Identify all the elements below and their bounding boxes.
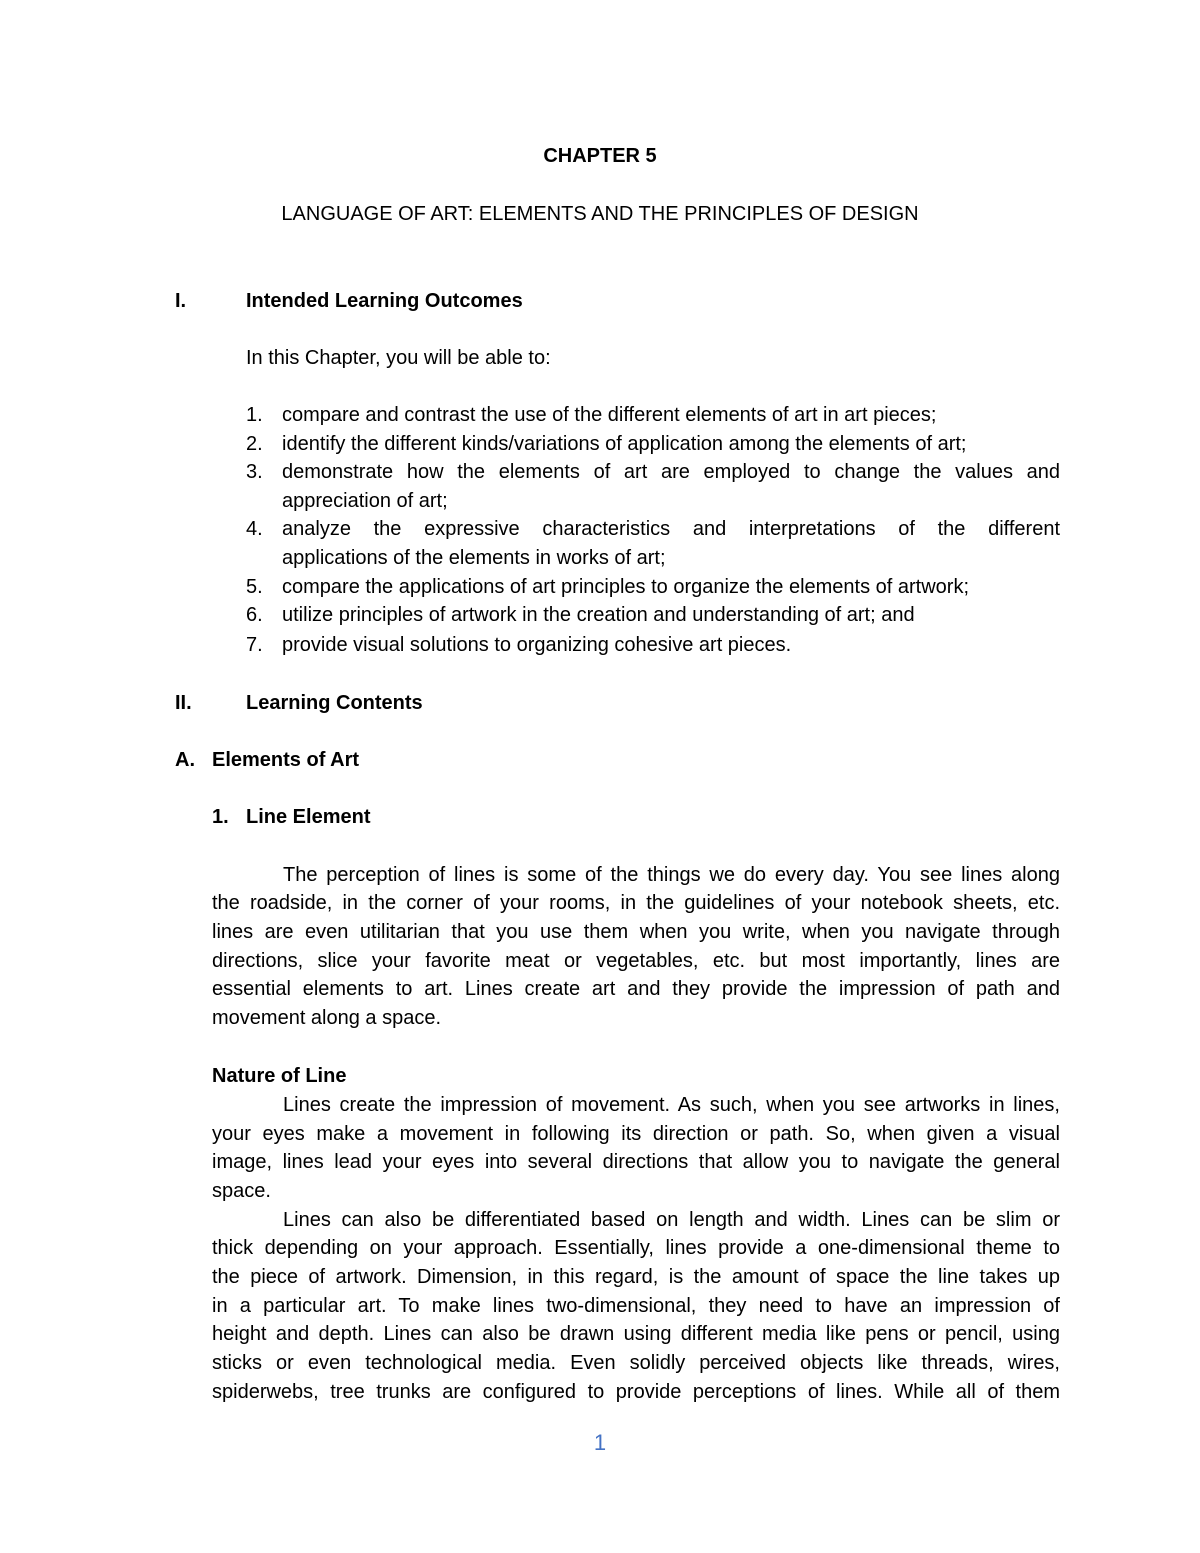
subsection-label-a: A.: [175, 749, 195, 771]
chapter-label: CHAPTER 5: [543, 145, 657, 167]
subsection-heading-elements: Elements of Art: [212, 749, 360, 771]
paragraph-line: space.: [212, 1180, 271, 1202]
paragraph-line: movement along a space.: [212, 1007, 442, 1029]
paragraph-line: essential elements to art. Lines create art and they provide the impression of path and: [212, 978, 1060, 1000]
list-item-number: 5.: [246, 576, 263, 598]
list-item-continued: appreciation of art;: [282, 490, 448, 512]
list-item: compare the applications of art principles to organize the elements of artwork;: [282, 576, 970, 598]
paragraph-line: the piece of artwork. Dimension, in this regard, is the amount of space the line takes up: [212, 1266, 1060, 1288]
list-item: utilize principles of artwork in the creation and understanding of art; and: [282, 604, 915, 626]
paragraph-line: in a particular art. To make lines two-dimensional, they need to have an impression of: [212, 1295, 1060, 1317]
list-item-continued: applications of the elements in works of art;: [282, 547, 666, 569]
list-item: analyze the expressive characteristics and interpretations of the different: [282, 518, 1060, 540]
nature-of-line-heading: Nature of Line: [212, 1065, 347, 1087]
paragraph-line: Lines can also be differentiated based on length and width. Lines can be slim or: [283, 1209, 1060, 1231]
outcomes-intro: In this Chapter, you will be able to:: [246, 347, 551, 369]
section-heading-contents: Learning Contents: [246, 692, 423, 714]
section-numeral-1: I.: [175, 290, 187, 312]
list-item-number: 6.: [246, 604, 263, 626]
paragraph-line: your eyes make a movement in following its direction or path. So, when given a visual: [212, 1123, 1060, 1145]
list-item: compare and contrast the use of the different elements of art in art pieces;: [282, 404, 937, 426]
paragraph-line: the roadside, in the corner of your rooms, in the guidelines of your notebook sheets, etc.: [212, 892, 1060, 914]
list-item-number: 1.: [246, 404, 263, 426]
paragraph-line: height and depth. Lines can also be drawn using different media like pens or pencil, using: [212, 1323, 1060, 1345]
list-item-number: 7.: [246, 634, 263, 656]
list-item: provide visual solutions to organizing cohesive art pieces.: [282, 634, 792, 656]
paragraph-line: The perception of lines is some of the things we do every day. You see lines along: [283, 864, 1060, 886]
list-item-number: 2.: [246, 433, 263, 455]
section-numeral-2: II.: [175, 692, 192, 714]
paragraph-line: directions, slice your favorite meat or vegetables, etc. but most importantly, lines are: [212, 950, 1060, 972]
page-number: 1: [593, 1430, 607, 1455]
list-item: identify the different kinds/variations of application among the elements of art;: [282, 433, 967, 455]
paragraph-line: thick depending on your approach. Essentially, lines provide a one-dimensional theme to: [212, 1237, 1060, 1259]
section-heading-outcomes: Intended Learning Outcomes: [246, 290, 523, 312]
paragraph-line: lines are even utilitarian that you use them when you write, when you navigate through: [212, 921, 1060, 943]
chapter-title: LANGUAGE OF ART: ELEMENTS AND THE PRINCIPLES OF DESIGN: [281, 203, 919, 225]
paragraph-line: sticks or even technological media. Even solidly perceived objects like threads, wires,: [212, 1352, 1060, 1374]
item-heading-line-element: Line Element: [246, 806, 371, 828]
list-item: demonstrate how the elements of art are employed to change the values and: [282, 461, 1060, 483]
paragraph-line: image, lines lead your eyes into several directions that allow you to navigate the general: [212, 1151, 1060, 1173]
list-item-number: 3.: [246, 461, 263, 483]
list-item-number: 4.: [246, 518, 263, 540]
paragraph-line: spiderwebs, tree trunks are configured to provide perceptions of lines. While all of them: [212, 1381, 1060, 1403]
item-label-1: 1.: [212, 806, 229, 828]
paragraph-line: Lines create the impression of movement. As such, when you see artworks in lines,: [283, 1094, 1060, 1116]
